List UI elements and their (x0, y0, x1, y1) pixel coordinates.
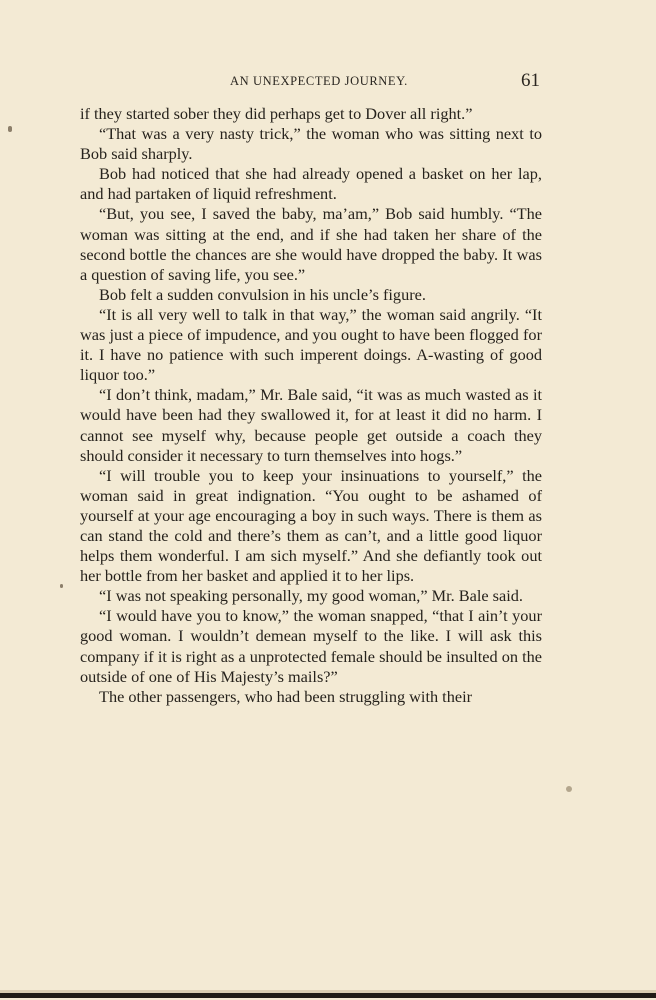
page-number: 61 (521, 70, 540, 91)
paragraph: “I would have you to know,” the woman snapped, “that I ain’t your good woman. I wouldn’t demean myself to the like. I will ask this company if it is right as a unprotected female should be insulted on the outside of one of His Majesty’s mails?” (80, 606, 542, 686)
paragraph: “I was not speaking personally, my good woman,” Mr. Bale said. (99, 586, 523, 606)
paragraph: if they started sober they did perhaps get to Dover all right.” (80, 104, 473, 123)
ink-speck (8, 126, 12, 132)
ink-speck (60, 584, 63, 588)
paragraph: “That was a very nasty trick,” the woman who was sitting next to Bob said sharply. (80, 124, 542, 164)
paragraph: Bob felt a sudden convulsion in his uncle’s figure. (99, 284, 426, 304)
paragraph: “I will trouble you to keep your insinuations to yourself,” the woman said in great indignation. “You ought to be ashamed of yourself at your age encouraging a boy in such ways. There is them as can stand the cold and there’s them as can’t, and a little good liquor helps them wonderful. I am sich myself.” And she defiantly took out her bottle from her basket and applied it to her lips. (80, 465, 542, 586)
running-head (80, 72, 542, 94)
running-title: AN UNEXPECTED JOURNEY. (230, 74, 408, 88)
paragraph: Bob had noticed that she had already opened a basket on her lap, and had partaken of liquid refreshment. (80, 164, 542, 204)
ink-speck (566, 786, 572, 792)
paragraph: “I don’t think, madam,” Mr. Bale said, “it was as much wasted as it would have been had they swallowed it, for at least it did no harm. I cannot see myself why, because people get outside a coach they should consider it necessary to turn themselves into hogs.” (80, 385, 542, 465)
paragraph: The other passengers, who had been struggling with their (99, 686, 473, 706)
body-text (80, 104, 542, 707)
paragraph: “But, you see, I saved the baby, ma’am,” Bob said humbly. “The woman was sitting at the end, and if she had taken her share of the second bottle the chances are she would have dropped the baby. It was a question of saving life, you see.” (80, 204, 542, 284)
scan-edge-rule (0, 993, 656, 998)
paragraph: “It is all very well to talk in that way,” the woman said angrily. “It was just a piece of impudence, and you ought to have been flogged for it. I have no patience with such imperent doings. A-wasting of good liquor too.” (80, 304, 542, 385)
